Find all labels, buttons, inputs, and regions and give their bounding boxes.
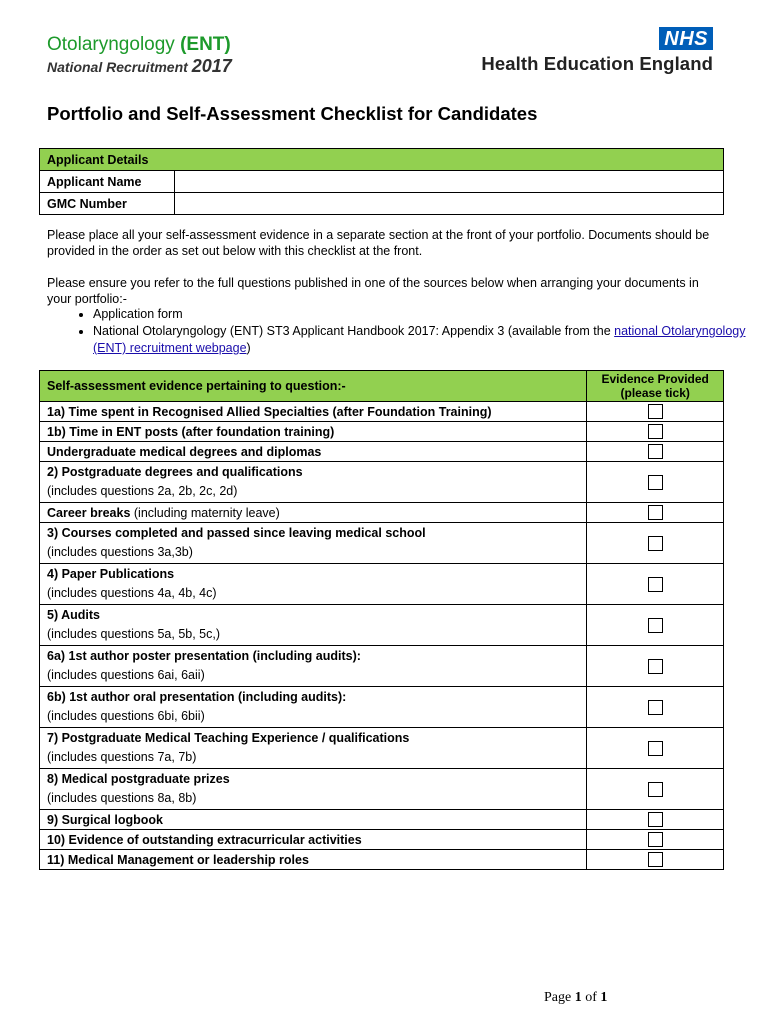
evidence-cell bbox=[587, 442, 724, 462]
source-application-form: • Application form bbox=[93, 306, 753, 323]
question-title: 7) Postgraduate Medical Teaching Experience / qualifications bbox=[47, 731, 410, 745]
handbook-text: National Otolaryngology (ENT) ST3 Applicant Handbook 2017: Appendix 3 (available from the bbox=[93, 324, 615, 338]
question-includes: (includes questions 2a, 2b, 2c, 2d) bbox=[47, 484, 238, 498]
hee-logo-text: Health Education England bbox=[481, 53, 713, 74]
evidence-checkbox[interactable] bbox=[648, 505, 663, 520]
question-includes: (includes questions 5a, 5b, 5c,) bbox=[47, 627, 221, 641]
checklist-question bbox=[40, 646, 587, 687]
question-title: 6b) 1st author oral presentation (including audits): bbox=[47, 690, 347, 704]
question-includes: (includes questions 6bi, 6bii) bbox=[47, 709, 205, 723]
question-title: 8) Medical postgraduate prizes bbox=[47, 772, 230, 786]
question-title: 2) Postgraduate degrees and qualifications bbox=[47, 465, 303, 479]
question-includes: (includes questions 8a, 8b) bbox=[47, 791, 197, 805]
question-includes: (includes questions 3a,3b) bbox=[47, 545, 193, 559]
question-includes: (including maternity leave) bbox=[130, 505, 280, 520]
evidence-header-line1: Evidence Provided bbox=[601, 372, 709, 386]
handbook-text-end: ) bbox=[246, 341, 251, 355]
question-title: Career breaks bbox=[47, 505, 131, 520]
nhs-logo: NHS bbox=[659, 27, 713, 50]
question-title: 1a) Time spent in Recognised Allied Specialties (after Foundation Training) bbox=[47, 404, 492, 419]
evidence-checkbox[interactable] bbox=[648, 577, 663, 592]
specialty-name: Otolaryngology bbox=[47, 34, 175, 55]
recruitment-line bbox=[47, 56, 232, 77]
evidence-checkbox[interactable] bbox=[648, 536, 663, 551]
checklist-row bbox=[40, 850, 724, 870]
applicant-details-table bbox=[39, 148, 724, 215]
checklist-row bbox=[40, 646, 724, 687]
page-current: 1 bbox=[574, 990, 582, 1005]
applicant-name-label: Applicant Name bbox=[40, 171, 175, 193]
question-title: 11) Medical Management or leadership roles bbox=[47, 852, 309, 867]
question-includes: (includes questions 7a, 7b) bbox=[47, 750, 197, 764]
gmc-number-label: GMC Number bbox=[40, 193, 175, 215]
checklist-question bbox=[40, 830, 587, 850]
page-total: 1 bbox=[600, 990, 608, 1005]
checklist-question bbox=[40, 605, 587, 646]
checklist-row bbox=[40, 605, 724, 646]
checklist-header-evidence bbox=[587, 371, 724, 402]
checklist-question bbox=[40, 564, 587, 605]
evidence-checkbox[interactable] bbox=[648, 424, 663, 439]
document-title: Portfolio and Self-Assessment Checklist for Candidates bbox=[47, 103, 538, 124]
evidence-checkbox[interactable] bbox=[648, 700, 663, 715]
checklist-question bbox=[40, 687, 587, 728]
checklist-row bbox=[40, 422, 724, 442]
checklist-row bbox=[40, 523, 724, 564]
evidence-cell bbox=[587, 605, 724, 646]
evidence-cell bbox=[587, 564, 724, 605]
applicant-name-field[interactable] bbox=[175, 171, 724, 193]
question-title: 3) Courses completed and passed since leaving medical school bbox=[47, 526, 426, 540]
evidence-cell bbox=[587, 462, 724, 503]
applicant-details-heading: Applicant Details bbox=[40, 149, 724, 171]
checklist-question bbox=[40, 442, 587, 462]
hee-logo bbox=[481, 27, 713, 75]
question-title: 1b) Time in ENT posts (after foundation training) bbox=[47, 424, 335, 439]
source-handbook bbox=[93, 323, 753, 357]
checklist-row bbox=[40, 462, 724, 503]
checklist-row bbox=[40, 830, 724, 850]
evidence-cell bbox=[587, 523, 724, 564]
evidence-checkbox[interactable] bbox=[648, 832, 663, 847]
checklist-row bbox=[40, 810, 724, 830]
evidence-cell bbox=[587, 402, 724, 422]
question-title: 4) Paper Publications bbox=[47, 567, 175, 581]
evidence-cell bbox=[587, 646, 724, 687]
checklist-row bbox=[40, 442, 724, 462]
checklist-row bbox=[40, 503, 724, 523]
question-title: 10) Evidence of outstanding extracurricular activities bbox=[47, 832, 362, 847]
page-word: Page bbox=[544, 990, 572, 1005]
checklist-header-question: Self-assessment evidence pertaining to question:- bbox=[40, 371, 587, 402]
checklist-row bbox=[40, 564, 724, 605]
specialty-abbr: (ENT) bbox=[180, 34, 231, 55]
sources-list bbox=[47, 306, 753, 357]
checklist-question bbox=[40, 810, 587, 830]
checklist-question bbox=[40, 402, 587, 422]
evidence-cell bbox=[587, 850, 724, 870]
evidence-checkbox[interactable] bbox=[648, 782, 663, 797]
checklist-question bbox=[40, 462, 587, 503]
checklist-row bbox=[40, 769, 724, 810]
question-title: Undergraduate medical degrees and diplomas bbox=[47, 444, 322, 459]
gmc-number-field[interactable] bbox=[175, 193, 724, 215]
question-title: 5) Audits bbox=[47, 608, 101, 622]
recruitment-webpage-link[interactable]: national Otolaryngology (ENT) recruitment webpage bbox=[93, 324, 746, 355]
evidence-checkbox[interactable] bbox=[648, 444, 663, 459]
question-title: 9) Surgical logbook bbox=[47, 812, 163, 827]
evidence-cell bbox=[587, 503, 724, 523]
evidence-header-line2: (please tick) bbox=[620, 386, 690, 400]
evidence-checkbox[interactable] bbox=[648, 475, 663, 490]
evidence-checkbox[interactable] bbox=[648, 741, 663, 756]
evidence-checkbox[interactable] bbox=[648, 618, 663, 633]
checklist-question bbox=[40, 523, 587, 564]
recruitment-label: National Recruitment bbox=[47, 59, 188, 75]
checklist-question bbox=[40, 850, 587, 870]
checklist-row bbox=[40, 728, 724, 769]
instruction-paragraph-2: Please ensure you refer to the full questions published in one of the sources below when arranging your documents in your portfolio:- bbox=[47, 276, 699, 306]
checklist-question bbox=[40, 728, 587, 769]
of-word: of bbox=[585, 990, 597, 1005]
evidence-cell bbox=[587, 810, 724, 830]
evidence-cell bbox=[587, 830, 724, 850]
question-includes: (includes questions 6ai, 6aii) bbox=[47, 668, 205, 682]
question-title: 6a) 1st author poster presentation (including audits): bbox=[47, 649, 361, 663]
recruitment-year: 2017 bbox=[191, 56, 232, 76]
checklist-question bbox=[40, 769, 587, 810]
header-left bbox=[47, 34, 232, 77]
checklist-question bbox=[40, 503, 587, 523]
evidence-cell bbox=[587, 769, 724, 810]
evidence-checkbox[interactable] bbox=[648, 812, 663, 827]
instruction-paragraph-1: Please place all your self-assessment evidence in a separate section at the front of your portfolio. Documents should be provided in the order as set out below with this checklist at the front. bbox=[47, 228, 710, 258]
page-number bbox=[544, 990, 607, 1006]
checklist-row bbox=[40, 402, 724, 422]
checklist-question bbox=[40, 422, 587, 442]
evidence-cell bbox=[587, 422, 724, 442]
checklist-row bbox=[40, 687, 724, 728]
evidence-checkbox[interactable] bbox=[648, 404, 663, 419]
evidence-checkbox[interactable] bbox=[648, 852, 663, 867]
evidence-cell bbox=[587, 728, 724, 769]
question-includes: (includes questions 4a, 4b, 4c) bbox=[47, 586, 217, 600]
specialty-title bbox=[47, 34, 232, 56]
evidence-cell bbox=[587, 687, 724, 728]
self-assessment-checklist bbox=[39, 370, 724, 870]
evidence-checkbox[interactable] bbox=[648, 659, 663, 674]
